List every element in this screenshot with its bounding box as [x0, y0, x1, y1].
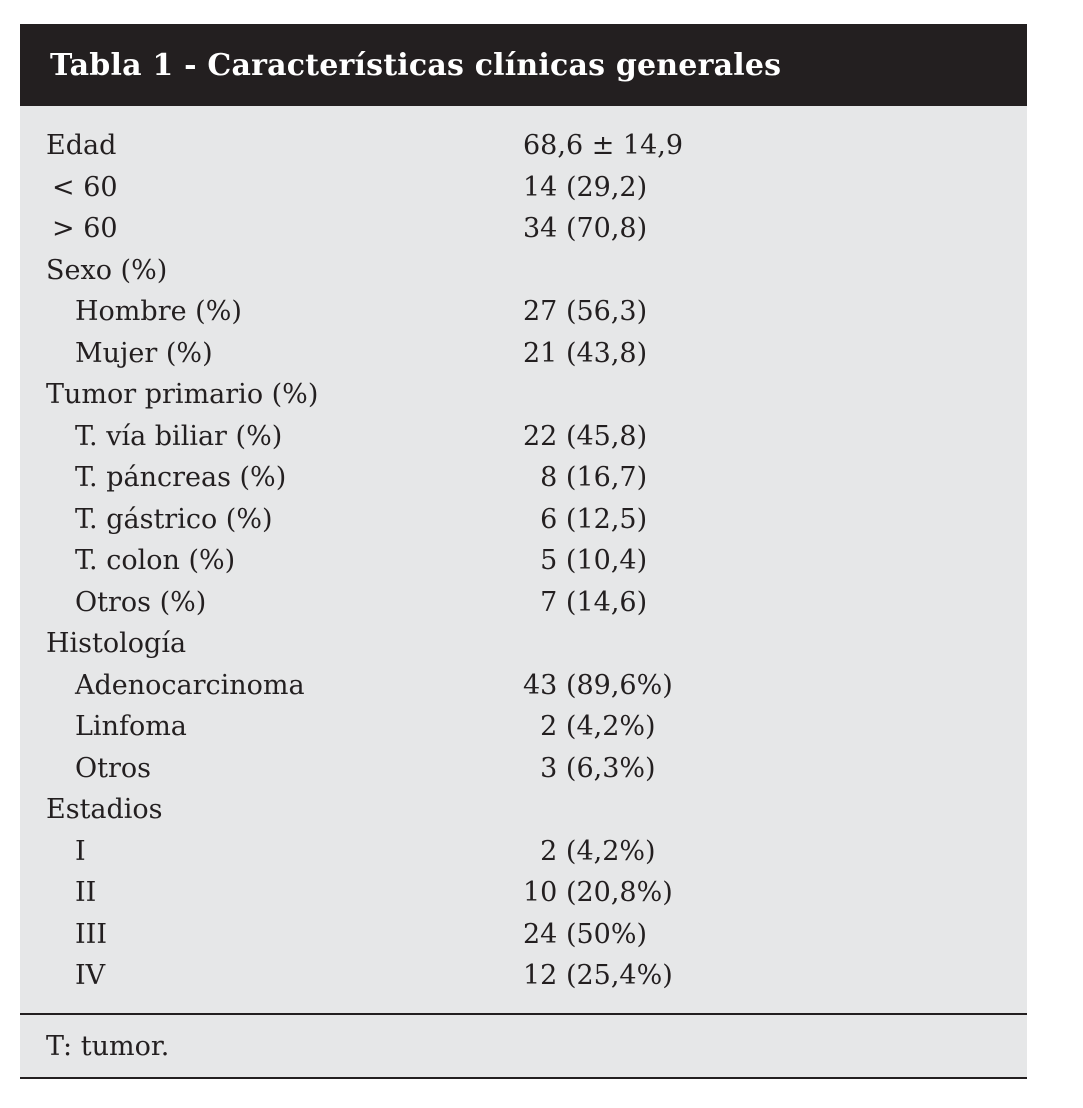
- row-value: 10 (20,8%): [523, 877, 673, 908]
- bottom-rule: [20, 1077, 1027, 1079]
- row-value: 5 (10,4): [523, 545, 648, 576]
- table-row: [20, 499, 1027, 541]
- table-row: [20, 540, 1027, 582]
- row-label: Hombre (%): [75, 296, 242, 327]
- row-value: 21 (43,8): [523, 337, 648, 369]
- row-label: Tumor primario (%): [46, 379, 319, 410]
- row-label: Linfoma: [75, 711, 187, 742]
- row-value: 34 (70,8): [523, 213, 648, 244]
- table-row: [20, 333, 1027, 375]
- table-row: [20, 831, 1027, 873]
- row-value: 24 (50%): [523, 918, 648, 950]
- table-row: [20, 872, 1027, 914]
- row-label: T. páncreas (%): [75, 462, 287, 493]
- row-label: T. gástrico (%): [75, 503, 273, 535]
- row-label: Otros (%): [75, 586, 207, 618]
- row-label: < 60: [52, 171, 118, 203]
- table-body: [20, 106, 1027, 1013]
- table-row: [20, 665, 1027, 707]
- row-label: Histología: [46, 628, 187, 659]
- row-label: Sexo (%): [46, 254, 168, 286]
- row-label: T. vía biliar (%): [75, 420, 283, 452]
- table-row: [20, 706, 1027, 748]
- row-value: 2 (4,2%): [523, 711, 656, 742]
- row-value: 27 (56,3): [523, 296, 648, 327]
- row-value: 2 (4,2%): [523, 835, 656, 867]
- row-value: 3 (6,3%): [523, 752, 656, 784]
- clinical-characteristics-table: [20, 24, 1027, 1079]
- table-row: [20, 457, 1027, 499]
- table-row: [20, 748, 1027, 790]
- row-label: Otros: [75, 752, 152, 784]
- table-row: [20, 291, 1027, 333]
- row-value: 14 (29,2): [523, 171, 648, 203]
- table-row: [20, 125, 1027, 167]
- row-value: 68,6 ± 14,9: [523, 130, 684, 161]
- row-label: > 60: [52, 213, 118, 244]
- table-row: [20, 374, 1027, 416]
- row-value: 22 (45,8): [523, 420, 648, 452]
- table-row: [20, 208, 1027, 250]
- table-row: [20, 914, 1027, 956]
- row-value: 8 (16,7): [523, 462, 648, 493]
- row-label: IV: [75, 960, 106, 991]
- table-row: [20, 416, 1027, 458]
- table-row: [20, 623, 1027, 665]
- row-label: Estadios: [46, 794, 163, 825]
- row-label: I: [75, 835, 86, 867]
- table-row: [20, 167, 1027, 209]
- row-value: 43 (89,6%): [523, 669, 673, 701]
- row-label: II: [75, 877, 97, 908]
- table-title: Tabla 1 - Características clínicas generales: [20, 24, 1027, 106]
- row-value: 7 (14,6): [523, 586, 648, 618]
- row-value: 12 (25,4%): [523, 960, 673, 991]
- row-label: T. colon (%): [75, 545, 236, 576]
- table-row: [20, 955, 1027, 997]
- row-label: Edad: [46, 130, 117, 161]
- table-row: [20, 789, 1027, 831]
- table-footnote: T: tumor.: [20, 1015, 1027, 1077]
- row-value: 6 (12,5): [523, 503, 648, 535]
- table-row: [20, 582, 1027, 624]
- table-row: [20, 250, 1027, 292]
- row-label: Mujer (%): [75, 337, 213, 369]
- row-label: III: [75, 918, 107, 950]
- row-label: Adenocarcinoma: [75, 669, 305, 701]
